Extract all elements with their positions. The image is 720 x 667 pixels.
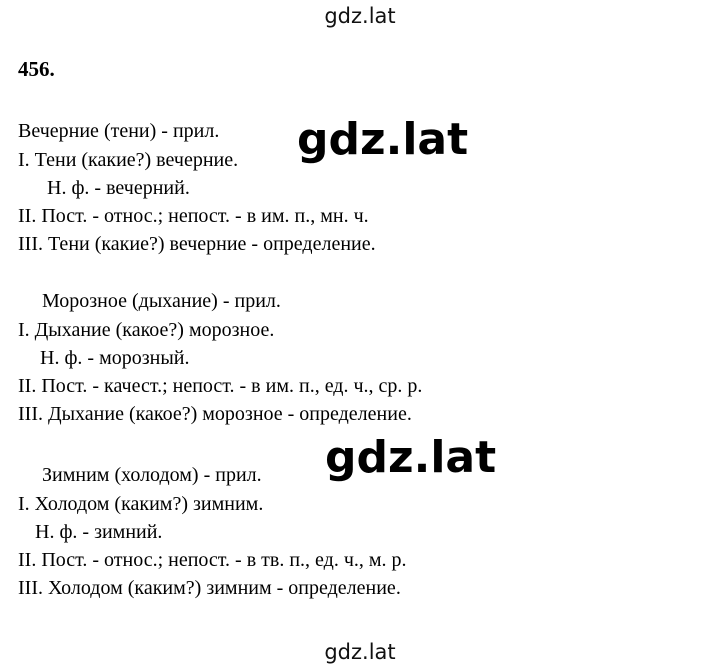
block1-line4: III. Тени (какие?) вечерние - определение. xyxy=(18,233,376,255)
block2-line4: III. Дыхание (какое?) морозное - определение. xyxy=(18,403,412,425)
block1-line3: II. Пост. - относ.; непост. - в им. п., мн. ч. xyxy=(18,205,369,227)
block1-line1: I. Тени (какие?) вечерние. xyxy=(18,149,239,171)
watermark-middle-1: gdz.lat xyxy=(297,114,469,165)
watermark-bottom: gdz.lat xyxy=(324,640,396,664)
block1-line2: Н. ф. - вечерний. xyxy=(47,177,190,199)
block2-line3: II. Пост. - качест.; непост. - в им. п., ед. ч., ср. р. xyxy=(18,375,423,397)
block3-line3: II. Пост. - относ.; непост. - в тв. п., ед. ч., м. р. xyxy=(18,549,407,571)
block2-line2: Н. ф. - морозный. xyxy=(40,347,190,369)
block3-line1: I. Холодом (каким?) зимним. xyxy=(18,493,264,515)
block3-line4: III. Холодом (каким?) зимним - определение. xyxy=(18,577,401,599)
task-number: 456. xyxy=(18,57,55,81)
block3-title: Зимним (холодом) - прил. xyxy=(42,464,262,486)
block1-title: Вечерние (тени) - прил. xyxy=(18,120,220,142)
block3-line2: Н. ф. - зимний. xyxy=(35,521,163,543)
block2-title: Морозное (дыхание) - прил. xyxy=(42,290,281,312)
watermark-middle-2: gdz.lat xyxy=(325,432,497,483)
watermark-top: gdz.lat xyxy=(324,4,396,28)
block2-line1: I. Дыхание (какое?) морозное. xyxy=(18,319,275,341)
